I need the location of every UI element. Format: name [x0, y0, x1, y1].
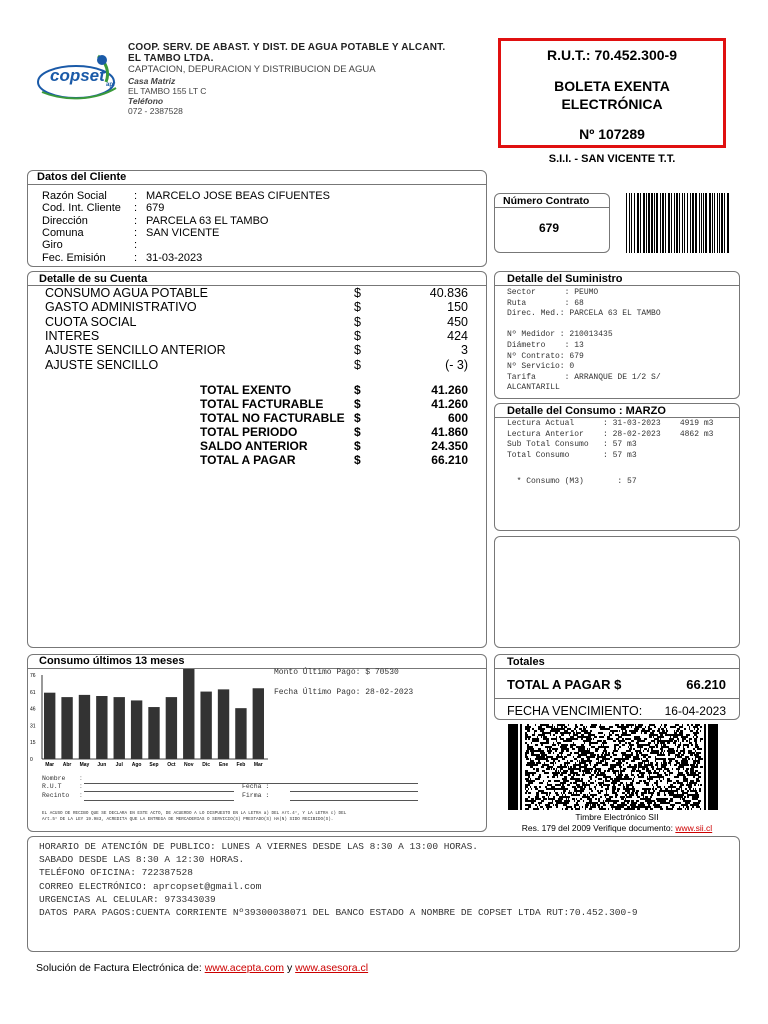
account-total	[200, 397, 470, 411]
account-item-value: 150	[447, 300, 468, 315]
footer-link-asesora[interactable]: www.asesora.cl	[295, 962, 369, 974]
last-payment-amount: Monto Último Pago: $ 70530	[274, 668, 399, 677]
chart-bar	[253, 688, 264, 759]
account-item-currency: $	[354, 357, 361, 372]
document-id-box	[498, 38, 726, 148]
electronic-stamp	[508, 724, 718, 810]
account-total-currency: $	[354, 439, 361, 453]
account-item-currency: $	[354, 328, 361, 343]
notice-line: TELÉFONO OFICINA: 722387528	[39, 867, 193, 879]
chart-bar	[96, 696, 107, 759]
signature-line-firma	[290, 800, 418, 801]
total-label: TOTAL A PAGAR $	[507, 677, 622, 692]
client-row-label: Giro	[42, 239, 63, 252]
account-item-value: (- 3)	[445, 357, 468, 372]
consumption-title: Detalle del Consumo : MARZO	[507, 405, 666, 417]
supply-line: Direc. Med.: PARCELA 63 EL TAMBO	[507, 309, 661, 319]
chart-x-tick: May	[79, 762, 90, 768]
consumption-line: Lectura Actual : 31-03-2023 4919 m3	[507, 419, 714, 428]
consumption-line: Total Consumo : 57 m3	[507, 450, 637, 460]
client-row-label: Comuna	[42, 226, 84, 239]
chart-y-tick: 31	[30, 723, 36, 730]
client-row-value: 31-03-2023	[146, 251, 203, 264]
client-row-colon: :	[134, 251, 138, 264]
company-name-line1: COOP. SERV. DE ABAST. Y DIST. DE AGUA POTABLE Y ALCANT.	[128, 42, 446, 53]
company-hq-label: Casa Matriz	[128, 76, 176, 86]
chart-x-tick: Feb	[236, 762, 246, 768]
chart-y-tick: 61	[30, 689, 36, 696]
chart-x-tick: Sep	[149, 762, 159, 768]
totals-title: Totales	[507, 656, 545, 668]
client-row	[42, 239, 472, 251]
account-total	[200, 453, 470, 467]
account-total-value: 66.210	[431, 453, 468, 467]
signature-line-fecha	[290, 791, 418, 792]
logo-text: copset	[50, 66, 105, 85]
form-label-firma: Firma :	[242, 792, 270, 799]
supply-line: Nº Servicio: 0	[507, 362, 575, 372]
client-row-colon: :	[134, 202, 138, 215]
chart-x-tick: Mar	[253, 762, 263, 768]
notice-line: HORARIO DE ATENCIÓN DE PUBLICO: LUNES A VIERNES DESDE LAS 8:30 A 13:00 HORAS.	[39, 841, 478, 852]
last-payment-date: Fecha Último Pago: 28-02-2023	[274, 688, 414, 697]
account-item-currency: $	[354, 300, 361, 315]
footer-separator: y	[284, 962, 296, 974]
chart-bar	[166, 697, 177, 759]
chart-bar	[79, 695, 90, 759]
form-label-nombre: Nombre	[42, 775, 66, 782]
chart-x-tick: Oct	[167, 762, 176, 768]
account-total-name: TOTAL FACTURABLE	[200, 397, 324, 411]
consumption-line: * Consumo (M3) : 57	[507, 477, 637, 486]
client-row	[42, 202, 472, 214]
company-phone: 072 - 2387528	[128, 106, 183, 116]
account-item-value: 40.836	[429, 286, 468, 300]
chart-x-tick: Jun	[97, 762, 107, 768]
account-total-currency: $	[354, 397, 361, 411]
chart-bar	[200, 692, 211, 759]
chart-bar	[235, 708, 246, 759]
client-row-colon: :	[134, 214, 138, 227]
company-activity: CAPTACION, DEPURACION Y DISTRIBUCION DE AGUA	[128, 64, 376, 75]
legal-text-line2: Art.5° DE LA LEY 19.983, ACREDITA QUE LA ENTREGA DE MERCADERIAS O SERVICIO(S) PRESTADO(S) HA(N) SIDO RECIBIDO(S).	[42, 817, 334, 822]
company-info	[128, 42, 488, 116]
footer-link-acepta[interactable]: www.acepta.com	[204, 962, 285, 974]
chart-bar	[114, 697, 125, 759]
chart-y-tick: 0	[30, 757, 33, 763]
blank-box	[494, 536, 740, 648]
chart-bar	[131, 700, 142, 759]
account-item-name: GASTO ADMINISTRATIVO	[45, 300, 197, 315]
account-item	[45, 343, 470, 357]
client-row-value: SAN VICENTE	[146, 226, 220, 239]
account-item-value: 450	[447, 314, 468, 329]
account-item	[45, 300, 470, 314]
contract-title: Número Contrato	[503, 195, 590, 207]
account-item	[45, 329, 470, 343]
chart-x-tick: Ago	[131, 762, 142, 768]
signature-line-rut	[84, 791, 234, 792]
account-item	[45, 358, 470, 372]
account-total	[200, 383, 470, 397]
account-total-name: TOTAL PERIODO	[200, 425, 298, 439]
client-row-colon: :	[134, 239, 138, 252]
supply-line: Nº Contrato: 679	[507, 351, 584, 361]
notice-line: SABADO DESDE LAS 8:30 A 12:30 HORAS.	[39, 854, 245, 866]
company-name-line2: EL TAMBO LTDA.	[128, 53, 214, 64]
chart-bar	[61, 697, 72, 759]
chart-x-tick: Nov	[184, 762, 194, 768]
client-row-label: Razón Social	[42, 190, 107, 202]
client-title: Datos del Cliente	[37, 171, 127, 183]
sii-office: S.I.I. - SAN VICENTE T.T.	[548, 153, 676, 165]
notice-line: URGENCIAS AL CELULAR: 973343039	[39, 893, 216, 905]
chart-bar	[183, 669, 194, 759]
chart-y-tick: 76	[30, 673, 36, 679]
supply-line: Ruta : 68	[507, 298, 584, 308]
consumption-line: Sub Total Consumo : 57 m3	[507, 440, 637, 450]
company-address: EL TAMBO 155 LT C	[128, 86, 207, 96]
form-label-recinto: Recinto	[42, 792, 70, 799]
account-item-name: AJUSTE SENCILLO	[45, 357, 159, 372]
account-total-value: 41.260	[431, 397, 468, 411]
notice-line: CORREO ELECTRÓNICO: aprcopset@gmail.com	[39, 880, 262, 892]
account-total-value: 41.260	[431, 383, 468, 397]
account-item-currency: $	[354, 314, 361, 329]
account-item-name: CONSUMO AGUA POTABLE	[45, 286, 209, 300]
document-type-line1: BOLETA EXENTA	[554, 78, 670, 94]
account-total	[200, 411, 470, 425]
account-total	[200, 439, 470, 453]
account-total-currency: $	[354, 411, 361, 425]
history-title: Consumo últimos 13 meses	[39, 655, 185, 667]
account-total-name: SALDO ANTERIOR	[200, 439, 308, 453]
client-row-colon: :	[134, 226, 138, 239]
account-item-value: 424	[447, 328, 468, 343]
client-row-value: PARCELA 63 EL TAMBO	[146, 214, 269, 227]
client-row-value: 679	[146, 202, 165, 215]
supply-line: Diámetro : 13	[507, 341, 584, 350]
chart-x-tick: Ene	[218, 762, 229, 768]
total-value: 66.210	[686, 677, 726, 692]
client-row-colon: :	[134, 190, 138, 202]
account-item-currency: $	[354, 343, 361, 358]
history-chart	[28, 669, 272, 771]
supply-line: Nº Medidor : 210013435	[507, 330, 613, 340]
account-total-currency: $	[354, 453, 361, 467]
chart-y-tick: 46	[30, 706, 36, 713]
form-label-fecha: Fecha :	[242, 783, 270, 790]
contract-barcode	[626, 193, 730, 253]
company-logo	[36, 52, 122, 106]
supply-line: Tarifa : ARRANQUE DE 1/2 S/	[507, 372, 661, 382]
due-label: FECHA VENCIMIENTO:	[507, 704, 643, 718]
account-total-currency: $	[354, 383, 361, 397]
supply-title: Detalle del Suministro	[507, 273, 623, 285]
notice-line: DATOS PARA PAGOS:CUENTA CORRIENTE Nº39300038071 DEL BANCO ESTADO A NOMBRE DE COPSET LTDA RUT:70.452.300-9	[39, 907, 638, 918]
account-item-name: AJUSTE SENCILLO ANTERIOR	[45, 343, 226, 358]
account-total-name: TOTAL NO FACTURABLE	[200, 411, 345, 425]
footer	[36, 962, 368, 974]
account-total-value: 41.860	[431, 425, 468, 439]
account-item-currency: $	[354, 286, 361, 300]
due-value: 16-04-2023	[664, 704, 726, 718]
account-total-name: TOTAL EXENTO	[200, 383, 292, 397]
chart-x-tick: Abr	[62, 762, 72, 768]
company-phone-label: Teléfono	[128, 96, 164, 106]
document-number: Nº 107289	[579, 126, 645, 142]
account-total-currency: $	[354, 425, 361, 439]
legal-text-line1: EL ACUSO DE RECIBO QUE SE DECLARA EN ESTE ACTO, DE ACUERDO A LO DISPUESTO EN LA LETRA a) DEL Art.4°, Y LA LETRA c) DEL	[42, 811, 347, 816]
client-row	[42, 190, 472, 202]
chart-x-tick: Jul	[115, 762, 123, 768]
account-item	[45, 315, 470, 329]
footer-text: Solución de Factura Electrónica de:	[36, 962, 205, 974]
account-item-name: INTERES	[45, 328, 100, 343]
client-rows	[42, 190, 472, 266]
document-type-line2: ELECTRÓNICA	[561, 96, 663, 112]
logo-sub: apr	[106, 82, 116, 88]
client-row-label: Fec. Emisión	[42, 251, 106, 264]
chart-y-tick: 15	[30, 740, 36, 747]
resolution-text: Res. 179 del 2009 Verifique documento:	[521, 823, 676, 833]
sii-link[interactable]: www.sii.cl	[675, 823, 713, 833]
client-row	[42, 215, 472, 227]
document-rut: R.U.T.: 70.452.300-9	[547, 47, 677, 63]
client-row-value: MARCELO JOSE BEAS CIFUENTES	[146, 190, 330, 202]
account-total-value: 24.350	[431, 439, 468, 453]
chart-bar	[44, 693, 55, 759]
form-label-rut: R.U.T	[42, 783, 62, 790]
client-row	[42, 252, 472, 264]
account-title: Detalle de su Cuenta	[39, 273, 148, 285]
contract-number: 679	[538, 221, 560, 235]
chart-x-tick: Mar	[45, 762, 55, 768]
client-row-label: Cod. Int. Cliente	[42, 202, 121, 215]
signature-line-recinto	[84, 800, 234, 801]
account-item-name: CUOTA SOCIAL	[45, 314, 137, 329]
account-total-name: TOTAL A PAGAR	[200, 453, 296, 467]
supply-line: Sector : PEUMO	[507, 288, 599, 297]
client-row	[42, 227, 472, 239]
resolution-line	[494, 823, 740, 833]
chart-bar	[148, 707, 159, 759]
account-total	[200, 425, 470, 439]
stamp-caption: Timbre Electrónico SII	[575, 812, 659, 822]
account-total-value: 600	[447, 411, 468, 425]
supply-line: ALCANTARILL	[507, 383, 560, 393]
client-row-label: Dirección	[42, 214, 88, 227]
chart-x-tick: Dic	[202, 762, 211, 768]
chart-bar	[218, 689, 229, 759]
consumption-line: Lectura Anterior : 28-02-2023 4862 m3	[507, 429, 714, 439]
account-item	[45, 286, 470, 300]
account-item-value: 3	[461, 343, 468, 358]
